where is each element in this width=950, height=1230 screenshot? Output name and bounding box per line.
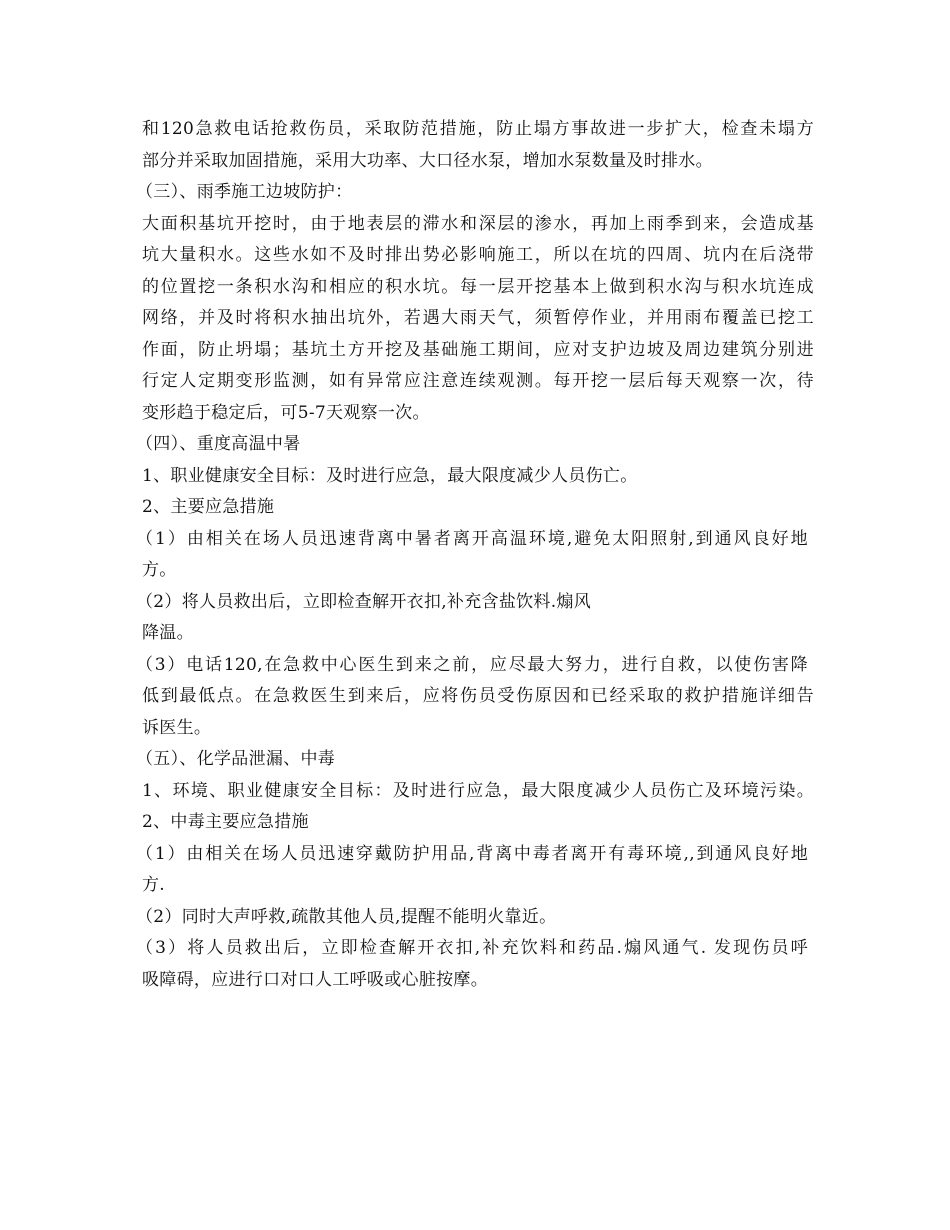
- text-line: 2、主要应急措施: [142, 497, 275, 517]
- text-line: 1、环境、职业健康安全目标：及时进行应急，最大限度减少人员伤亡及环境污染。: [142, 780, 814, 801]
- text-line: 2、中毒主要应急措施: [142, 812, 309, 832]
- text-line: 诉医生。: [142, 717, 212, 738]
- section-heading: （四）、重度高温中暑: [136, 434, 301, 454]
- section-heading: （三）、雨季施工边坡防护：: [136, 182, 353, 202]
- text-line: 部分并采取加固措施，采用大功率、大口径水泵，增加水泵数量及时排水。: [142, 150, 713, 171]
- document-page: [136, 114, 814, 996]
- section-heading: （五）、化学品泄漏、中毒: [136, 749, 336, 769]
- text-line: 吸障碍，应进行口对口人工呼吸或心脏按摩。: [142, 969, 488, 990]
- text-line: 方.: [142, 875, 166, 895]
- text-line: 作面，防止坍塌；基坑土方开挖及基础施工期间，应对支护边坡及周边建筑分别进: [142, 339, 814, 360]
- text-line: 方。: [142, 560, 177, 580]
- text-line: 行定人定期变形监测，如有异常应注意连续观测。每开挖一层后每天观察一次，待: [142, 371, 814, 391]
- list-item: （2）将人员救出后，立即检查解开衣扣,补充含盐饮料.煽风: [136, 591, 592, 612]
- text-line: 网络，并及时将积水抽出坑外，若遇大雨天气，须暂停作业，并用雨布覆盖已挖工: [142, 308, 814, 328]
- text-line: 变形趋于稳定后，可5-7天观察一次。: [142, 402, 430, 423]
- text-line: 大面积基坑开挖时，由于地表层的滞水和深层的渗水，再加上雨季到来，会造成基: [142, 213, 814, 234]
- text-line: 1、职业健康安全目标：及时进行应急，最大限度减少人员伤亡。: [142, 465, 638, 486]
- list-item: （1）由相关在场人员迅速穿戴防护用品,背离中毒者离开有毒环境,,到通风良好地: [136, 843, 808, 864]
- list-item: （3）电话120,在急救中心医生到来之前，应尽最大努力，进行自救，以使伤害降: [136, 654, 808, 675]
- text-line: 坑大量积水。这些水如不及时排出势必影响施工，所以在坑的四周、坑内在后浇带: [142, 245, 814, 265]
- text-line: 的位置挖一条积水沟和相应的积水坑。每一层开挖基本上做到积水沟与积水坑连成: [142, 276, 814, 297]
- text-line: 低到最低点。在急救医生到来后，应将伤员受伤原因和已经采取的救护措施详细告: [142, 686, 814, 706]
- list-item: （3）将人员救出后，立即检查解开衣扣,补充饮料和药品.煽风通气. 发现伤员呼: [136, 938, 808, 958]
- text-line: 降温。: [142, 623, 194, 643]
- list-item: （2）同时大声呼救,疏散其他人员,提醒不能明火靠近。: [136, 906, 557, 927]
- list-item: （1）由相关在场人员迅速背离中暑者离开高温环境,避免太阳照射,到通风良好地: [136, 528, 808, 549]
- text-line: 和120急救电话抢救伤员，采取防范措施，防止塌方事故进一步扩大，检查未塌方: [142, 119, 814, 139]
